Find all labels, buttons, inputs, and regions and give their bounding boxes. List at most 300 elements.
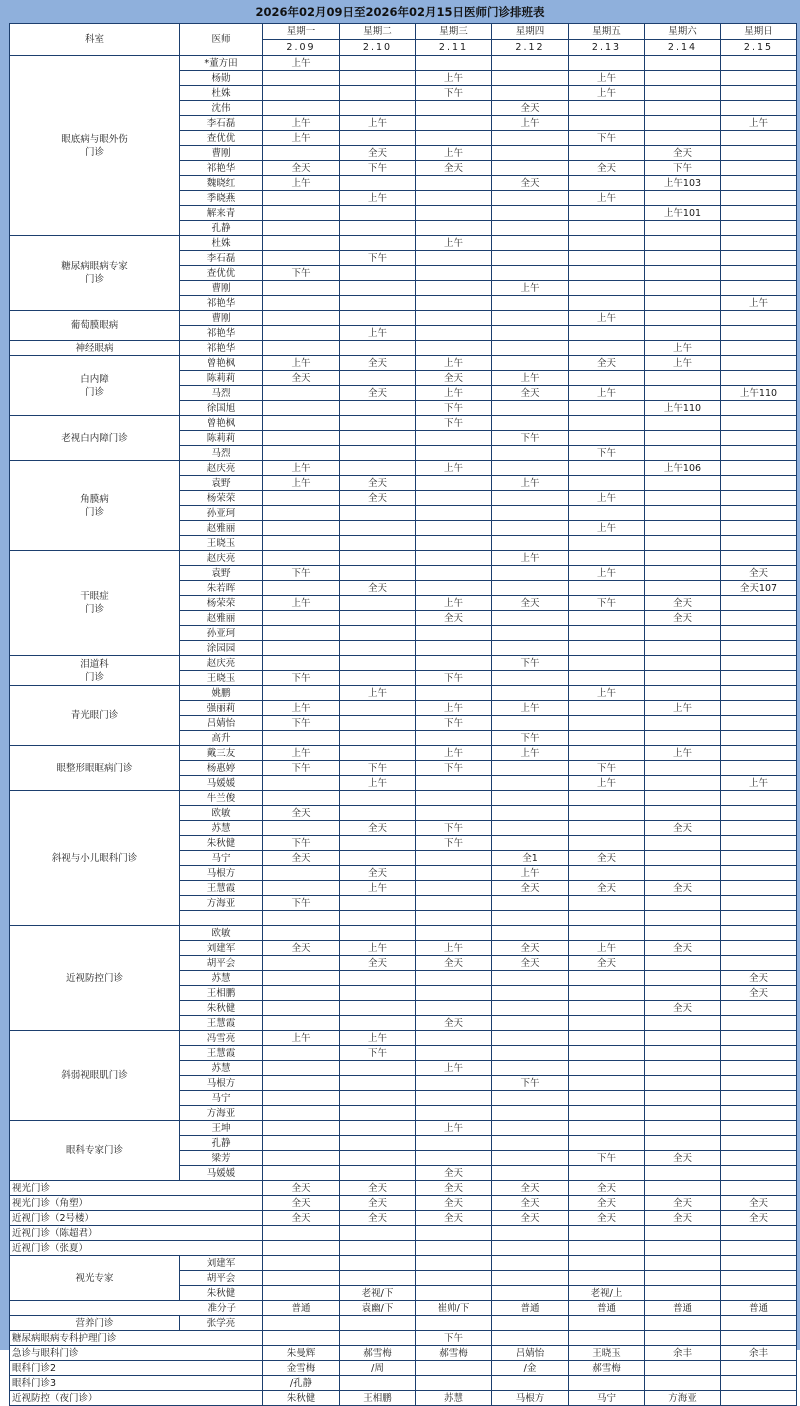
schedule-cell [492, 1331, 569, 1346]
schedule-cell [340, 461, 416, 476]
schedule-cell [492, 716, 569, 731]
department-cell: 泪道科 门诊 [10, 656, 180, 686]
schedule-cell [645, 116, 721, 131]
schedule-cell [340, 401, 416, 416]
doctor-cell: 梁芳 [180, 1151, 263, 1166]
schedule-cell: 崔帅/下 [416, 1301, 492, 1316]
schedule-cell: 全天 [569, 1181, 645, 1196]
schedule-cell [492, 836, 569, 851]
schedule-cell [416, 851, 492, 866]
schedule-cell [492, 401, 569, 416]
schedule-cell [645, 131, 721, 146]
schedule-cell [492, 461, 569, 476]
table-row [10, 341, 797, 356]
schedule-cell [645, 926, 721, 941]
schedule-cell: 全天 [416, 1016, 492, 1031]
schedule-cell [721, 686, 797, 701]
schedule-cell: 上午 [721, 296, 797, 311]
schedule-cell [416, 1151, 492, 1166]
schedule-cell [263, 281, 340, 296]
schedule-cell [721, 1181, 797, 1196]
schedule-cell [645, 386, 721, 401]
schedule-cell [492, 86, 569, 101]
schedule-cell [569, 1046, 645, 1061]
clinic-name: 视光门诊（角塑） [10, 1196, 263, 1211]
schedule-cell [721, 941, 797, 956]
schedule-cell [492, 416, 569, 431]
schedule-cell [340, 1151, 416, 1166]
schedule-cell [569, 1121, 645, 1136]
schedule-cell: 全天 [340, 146, 416, 161]
schedule-cell: 全天 [721, 1211, 797, 1226]
schedule-cell [492, 1286, 569, 1301]
schedule-cell [645, 671, 721, 686]
schedule-cell [416, 566, 492, 581]
schedule-cell [263, 776, 340, 791]
schedule-cell [569, 236, 645, 251]
schedule-cell [492, 191, 569, 206]
schedule-cell [416, 776, 492, 791]
doctor-cell: 陈莉莉 [180, 371, 263, 386]
schedule-cell [645, 251, 721, 266]
schedule-cell [340, 1001, 416, 1016]
schedule-cell [340, 311, 416, 326]
schedule-cell [340, 746, 416, 761]
schedule-cell [340, 656, 416, 671]
schedule-cell: 全天 [569, 1196, 645, 1211]
schedule-cell: 上午 [569, 776, 645, 791]
schedule-cell: 全天 [492, 1181, 569, 1196]
doctor-cell: 李石磊 [180, 116, 263, 131]
schedule-cell [263, 251, 340, 266]
schedule-cell [721, 326, 797, 341]
schedule-cell: 全天 [645, 146, 721, 161]
schedule-cell [263, 1001, 340, 1016]
doctor-cell: 袁野 [180, 476, 263, 491]
department-cell: 神经眼病 [10, 341, 180, 356]
schedule-cell [569, 416, 645, 431]
schedule-cell [721, 926, 797, 941]
schedule-cell [569, 1136, 645, 1151]
schedule-cell [416, 971, 492, 986]
schedule-cell [492, 146, 569, 161]
schedule-cell [721, 1376, 797, 1391]
schedule-cell [645, 311, 721, 326]
schedule-cell: 上午 [569, 491, 645, 506]
schedule-cell [721, 626, 797, 641]
doctor-cell [180, 911, 263, 926]
schedule-cell [263, 506, 340, 521]
schedule-cell: 全天 [263, 1181, 340, 1196]
doctor-cell: 马烈 [180, 446, 263, 461]
schedule-cell: 上午 [492, 551, 569, 566]
schedule-cell: 上午 [340, 116, 416, 131]
schedule-cell [721, 491, 797, 506]
schedule-cell [416, 266, 492, 281]
weekday-header: 星期六 [645, 24, 721, 40]
schedule-cell [569, 1166, 645, 1181]
schedule-cell [263, 236, 340, 251]
schedule-cell: 下午 [263, 836, 340, 851]
schedule-cell [263, 881, 340, 896]
doctor-cell: 马烈 [180, 386, 263, 401]
schedule-cell [263, 821, 340, 836]
schedule-cell: 上午 [569, 566, 645, 581]
doctor-cell: 祁艳华 [180, 326, 263, 341]
schedule-cell [492, 1016, 569, 1031]
doctor-cell: 季晓燕 [180, 191, 263, 206]
schedule-cell [645, 626, 721, 641]
doctor-cell: 欧敏 [180, 806, 263, 821]
schedule-cell [263, 1046, 340, 1061]
schedule-cell [721, 836, 797, 851]
schedule-cell [340, 971, 416, 986]
schedule-cell [721, 536, 797, 551]
schedule-cell: 全天 [416, 1211, 492, 1226]
schedule-cell [416, 1136, 492, 1151]
schedule-cell [569, 221, 645, 236]
schedule-cell [492, 56, 569, 71]
doctor-cell: 祁艳华 [180, 161, 263, 176]
schedule-cell [721, 1361, 797, 1376]
schedule-cell: 余丰 [721, 1346, 797, 1361]
weekday-header: 星期二 [340, 24, 416, 40]
schedule-cell: 上午 [416, 746, 492, 761]
schedule-cell [721, 1121, 797, 1136]
schedule-cell [569, 746, 645, 761]
schedule-cell [492, 1091, 569, 1106]
schedule-cell [416, 911, 492, 926]
schedule-cell [569, 1241, 645, 1256]
doctor-cell: 马宁 [180, 851, 263, 866]
schedule-cell [492, 761, 569, 776]
schedule-cell [416, 806, 492, 821]
doctor-cell: 赵庆亮 [180, 461, 263, 476]
schedule-cell [721, 356, 797, 371]
schedule-cell [340, 371, 416, 386]
schedule-cell [263, 1256, 340, 1271]
doctor-cell: 赵雅丽 [180, 521, 263, 536]
department-cell: 视光专家 [10, 1256, 180, 1301]
schedule-cell [569, 1031, 645, 1046]
schedule-cell [416, 56, 492, 71]
doctor-cell: 曹刚 [180, 146, 263, 161]
schedule-cell [416, 1076, 492, 1091]
schedule-cell: 全天 [340, 476, 416, 491]
schedule-cell [340, 1166, 416, 1181]
schedule-cell [340, 1061, 416, 1076]
schedule-cell [492, 1121, 569, 1136]
schedule-cell [645, 806, 721, 821]
schedule-cell [721, 1256, 797, 1271]
doctor-cell: 李石磊 [180, 251, 263, 266]
schedule-cell [721, 671, 797, 686]
schedule-cell: 全天 [492, 941, 569, 956]
schedule-cell [569, 281, 645, 296]
schedule-cell [492, 341, 569, 356]
schedule-cell [263, 1136, 340, 1151]
schedule-cell [569, 896, 645, 911]
schedule-cell [721, 1061, 797, 1076]
schedule-cell [721, 851, 797, 866]
schedule-cell [263, 626, 340, 641]
schedule-cell [645, 296, 721, 311]
clinic-name: 眼科门诊2 [10, 1361, 263, 1376]
date-header: 2.14 [645, 40, 721, 56]
schedule-cell [645, 866, 721, 881]
schedule-cell [721, 341, 797, 356]
schedule-cell: 朱曼辉 [263, 1346, 340, 1361]
schedule-cell: 上午 [492, 281, 569, 296]
schedule-cell [645, 1271, 721, 1286]
department-header: 科室 [10, 24, 180, 56]
schedule-cell [416, 1316, 492, 1331]
schedule-cell: 上午 [569, 521, 645, 536]
schedule-cell [721, 1286, 797, 1301]
schedule-cell: 上午 [340, 326, 416, 341]
doctor-cell: 曾艳枫 [180, 416, 263, 431]
schedule-cell: 全天 [569, 161, 645, 176]
doctor-cell: 孙亚珂 [180, 506, 263, 521]
schedule-cell [721, 236, 797, 251]
schedule-cell [721, 1076, 797, 1091]
schedule-cell [416, 431, 492, 446]
schedule-cell: 普通 [569, 1301, 645, 1316]
page-title: 2026年02月09日至2026年02月15日医师门诊排班表 [255, 5, 545, 19]
schedule-cell [340, 86, 416, 101]
schedule-cell: 下午 [492, 431, 569, 446]
schedule-cell [263, 866, 340, 881]
schedule-cell [340, 1121, 416, 1136]
schedule-cell: 全天 [416, 161, 492, 176]
date-header: 2.15 [721, 40, 797, 56]
schedule-cell [721, 266, 797, 281]
schedule-cell [721, 1106, 797, 1121]
schedule-cell [416, 281, 492, 296]
schedule-cell [721, 1316, 797, 1331]
schedule-cell [569, 251, 645, 266]
schedule-cell [492, 926, 569, 941]
schedule-cell [416, 866, 492, 881]
schedule-cell [492, 641, 569, 656]
schedule-cell [263, 86, 340, 101]
schedule-cell [492, 971, 569, 986]
schedule-cell: 下午 [492, 731, 569, 746]
schedule-cell [721, 1136, 797, 1151]
doctor-cell: 方海亚 [180, 896, 263, 911]
schedule-cell [492, 1241, 569, 1256]
schedule-cell: 上午 [645, 701, 721, 716]
schedule-cell [492, 506, 569, 521]
doctor-cell: 胡平会 [180, 1271, 263, 1286]
department-cell: 角膜病 门诊 [10, 461, 180, 551]
doctor-cell: 查优优 [180, 131, 263, 146]
schedule-cell [721, 1046, 797, 1061]
schedule-cell [263, 491, 340, 506]
doctor-cell: 马根方 [180, 866, 263, 881]
schedule-cell: 全天107 [721, 581, 797, 596]
schedule-cell: 普通 [492, 1301, 569, 1316]
schedule-cell: 上午 [340, 881, 416, 896]
schedule-cell [645, 326, 721, 341]
schedule-cell [569, 791, 645, 806]
schedule-cell [492, 911, 569, 926]
schedule-cell [492, 521, 569, 536]
schedule-cell: 下午 [263, 671, 340, 686]
schedule-cell [721, 506, 797, 521]
schedule-cell [263, 296, 340, 311]
clinic-name: 视光门诊 [10, 1181, 263, 1196]
schedule-cell: 全天 [263, 806, 340, 821]
schedule-cell: 上午 [340, 191, 416, 206]
schedule-cell [340, 281, 416, 296]
schedule-cell: 全天 [492, 1196, 569, 1211]
department-cell: 眼底病与眼外伤 门诊 [10, 56, 180, 236]
schedule-cell [492, 791, 569, 806]
schedule-cell [416, 506, 492, 521]
schedule-cell [569, 1061, 645, 1076]
schedule-cell: 全天 [492, 596, 569, 611]
schedule-cell [569, 701, 645, 716]
schedule-cell [645, 371, 721, 386]
schedule-cell: 全天 [492, 176, 569, 191]
schedule-cell: 全天 [340, 1196, 416, 1211]
doctor-cell: 朱若晖 [180, 581, 263, 596]
schedule-cell: 上午 [416, 1121, 492, 1136]
date-header: 2.10 [340, 40, 416, 56]
schedule-cell [645, 836, 721, 851]
schedule-cell [645, 506, 721, 521]
schedule-cell [340, 611, 416, 626]
schedule-cell: 下午 [340, 251, 416, 266]
schedule-cell [340, 596, 416, 611]
doctor-cell: 马媛媛 [180, 776, 263, 791]
schedule-cell: 上午110 [721, 386, 797, 401]
schedule-cell [263, 446, 340, 461]
schedule-cell [569, 1001, 645, 1016]
department-cell: 眼科专家门诊 [10, 1121, 180, 1181]
schedule-cell [263, 1016, 340, 1031]
schedule-cell [645, 71, 721, 86]
schedule-cell [721, 806, 797, 821]
clinic-row [10, 1226, 797, 1241]
schedule-cell: 全天 [416, 371, 492, 386]
schedule-cell [721, 881, 797, 896]
schedule-cell: /金 [492, 1361, 569, 1376]
schedule-cell [721, 101, 797, 116]
schedule-cell: 全天 [263, 941, 340, 956]
schedule-cell: /周 [340, 1361, 416, 1376]
schedule-cell [492, 566, 569, 581]
schedule-cell [263, 551, 340, 566]
schedule-cell: 下午 [569, 761, 645, 776]
clinic-row [10, 1331, 797, 1346]
schedule-cell [569, 176, 645, 191]
schedule-cell: 普通 [721, 1301, 797, 1316]
schedule-cell: 王相鹏 [340, 1391, 416, 1406]
schedule-cell [492, 131, 569, 146]
clinic-name: 准分子 [10, 1301, 263, 1316]
schedule-cell [340, 1331, 416, 1346]
clinic-name: 眼科门诊3 [10, 1376, 263, 1391]
schedule-cell [492, 1106, 569, 1121]
table-row [10, 656, 797, 671]
schedule-cell [569, 296, 645, 311]
schedule-cell [416, 581, 492, 596]
schedule-cell [263, 386, 340, 401]
schedule-cell: 上午 [492, 476, 569, 491]
doctor-cell: 杜姝 [180, 86, 263, 101]
schedule-cell: 下午 [416, 401, 492, 416]
schedule-cell [569, 206, 645, 221]
schedule-cell [340, 1091, 416, 1106]
schedule-cell [645, 731, 721, 746]
schedule-cell [645, 476, 721, 491]
schedule-cell [569, 1016, 645, 1031]
schedule-cell [416, 1106, 492, 1121]
department-cell: 葡萄膜眼病 [10, 311, 180, 341]
schedule-cell [645, 1361, 721, 1376]
schedule-cell: 上午 [340, 776, 416, 791]
schedule-cell: 全天 [645, 1196, 721, 1211]
schedule-cell: 上午 [569, 941, 645, 956]
schedule-cell [416, 1046, 492, 1061]
doctor-cell: 孙亚珂 [180, 626, 263, 641]
schedule-cell: 全1 [492, 851, 569, 866]
schedule-cell [721, 446, 797, 461]
schedule-cell [569, 116, 645, 131]
schedule-cell: 全天 [340, 821, 416, 836]
schedule-cell [645, 851, 721, 866]
schedule-cell: 下午 [340, 161, 416, 176]
schedule-cell [416, 191, 492, 206]
schedule-cell: 上午 [645, 746, 721, 761]
schedule-cell: 全天 [416, 1166, 492, 1181]
schedule-cell [645, 1256, 721, 1271]
table-row [10, 1121, 797, 1136]
clinic-row [10, 1211, 797, 1226]
clinic-row [10, 1196, 797, 1211]
schedule-cell [721, 71, 797, 86]
schedule-cell: 全天 [721, 566, 797, 581]
doctor-cell: 马宁 [180, 1091, 263, 1106]
schedule-cell: 下午 [569, 131, 645, 146]
schedule-cell [263, 431, 340, 446]
schedule-cell [645, 101, 721, 116]
schedule-cell [416, 686, 492, 701]
schedule-cell: 全天 [263, 851, 340, 866]
doctor-cell: 苏慧 [180, 1061, 263, 1076]
schedule-cell [263, 71, 340, 86]
schedule-cell: 全天 [340, 386, 416, 401]
schedule-cell [263, 1091, 340, 1106]
schedule-cell [340, 911, 416, 926]
table-row [10, 746, 797, 761]
schedule-cell: 金雪梅 [263, 1361, 340, 1376]
schedule-cell [263, 1241, 340, 1256]
schedule-cell: 全天 [721, 1196, 797, 1211]
doctor-cell: 强丽莉 [180, 701, 263, 716]
schedule-cell [569, 266, 645, 281]
schedule-cell [340, 131, 416, 146]
schedule-cell [721, 896, 797, 911]
clinic-row [10, 1346, 797, 1361]
schedule-cell [569, 656, 645, 671]
schedule-cell: 全天 [645, 1001, 721, 1016]
doctor-cell: 马媛媛 [180, 1166, 263, 1181]
department-cell: 斜弱视眼肌门诊 [10, 1031, 180, 1121]
schedule-cell [492, 161, 569, 176]
